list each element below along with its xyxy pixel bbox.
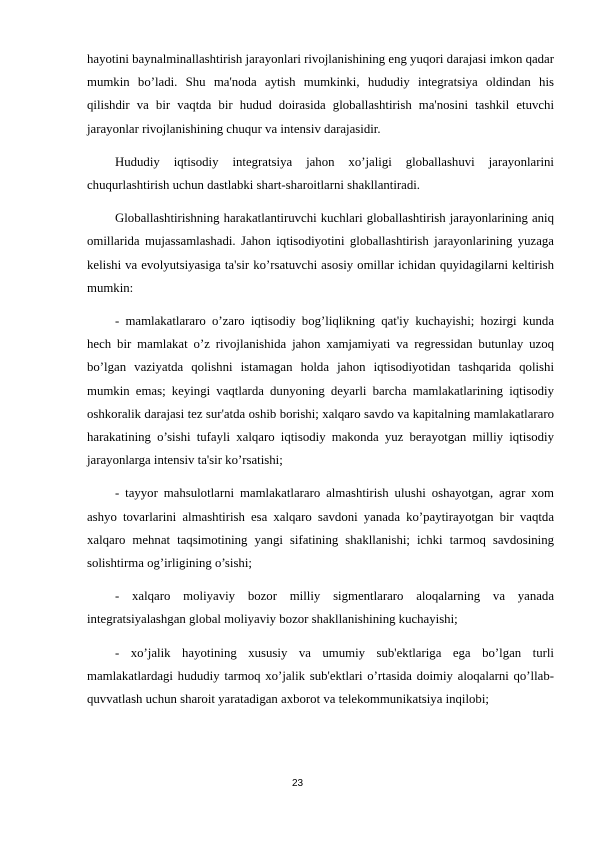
paragraph-2: Hududiy iqtisodiy integratsiya jahon xo’jaligi globallashuvi jarayonlarini chuqurlashtirish uchun dastlabki shart-sharoitlarni shakllantiradi. [87, 154, 554, 193]
paragraph-5: - tayyor mahsulotlarni mamlakatlararo almashtirish ulushi oshayotgan, agrar xom ashyo tovarlarini almashtirish esa xalqaro savdoni yanada ko’paytirayotgan bir vaqtda xalqaro mehnat taqsimotining yangi sifatining shakllanishi; ichki tarmoq savdosining solishtirma og’irligining o’sishi; [87, 486, 554, 571]
paragraph-4: - mamlakatlararo o’zaro iqtisodiy bog’liqlikning qat'iy kuchayishi; hozirgi kunda hech bir mamlakat o’z rivojlanishida jahon xamjamiyati va regressidan butunlay uzoq bo’lgan vaziyatda qolishni istamagan holda jahon iqtisodiyotidan tashqarida qolishi mumkin emas; keyingi vaqtlarda dunyoning deyarli barcha mamlakatlarining iqtisodiy oshkoralik darajasi tez sur'atda oshib borishi; xalqaro savdo va kapitalning mamlakatlararo harakatining o’sishi tufayli xalqaro iqtisodiy makonda yuz berayotgan milliy iqtisodiy jarayonlarga intensiv ta'sir ko’rsatishi; [87, 314, 554, 468]
paragraph-7: - xo’jalik hayotining xususiy va umumiy sub'ektlariga ega bo’lgan turli mamlakatlardagi hududiy tarmoq xo’jalik sub'ektlari o’rtasida doimiy aloqalarni qo’llab-quvvatlash uchun sharoit yaratadigan axborot va telekommunikatsiya inqilobi; [87, 645, 554, 707]
document-body [87, 48, 554, 721]
paragraph-1: hayotini baynalminallashtirish jarayonlari rivojlanishining eng yuqori darajasi imkon qadar mumkin bo’ladi. Shu ma'noda aytish mumkinki, hududiy integratsiya oldindan his qilishdir va bir vaqtda bir hudud doirasida globallashtirish ma'nosini tashkil etuvchi jarayonlar rivojlanishining chuqur va intensiv darajasidir. [87, 52, 554, 136]
page-number: 23 [291, 778, 304, 789]
paragraph-3: Globallashtirishning harakatlantiruvchi kuchlari globallashtirish jarayonlarining aniq omillarida mujassamlashadi. Jahon iqtisodiyotini globallashtirish jarayonlarining yuzaga kelishi va evolyutsiyasiga ta'sir ko’rsatuvchi asosiy omillar ichidan quyidagilarni keltirish mumkin: [87, 211, 554, 295]
paragraph-6: - xalqaro moliyaviy bozor milliy sigmentlararo aloqalarning va yanada integratsiyalashgan global moliyaviy bozor shakllanishining kuchayishi; [87, 589, 554, 627]
